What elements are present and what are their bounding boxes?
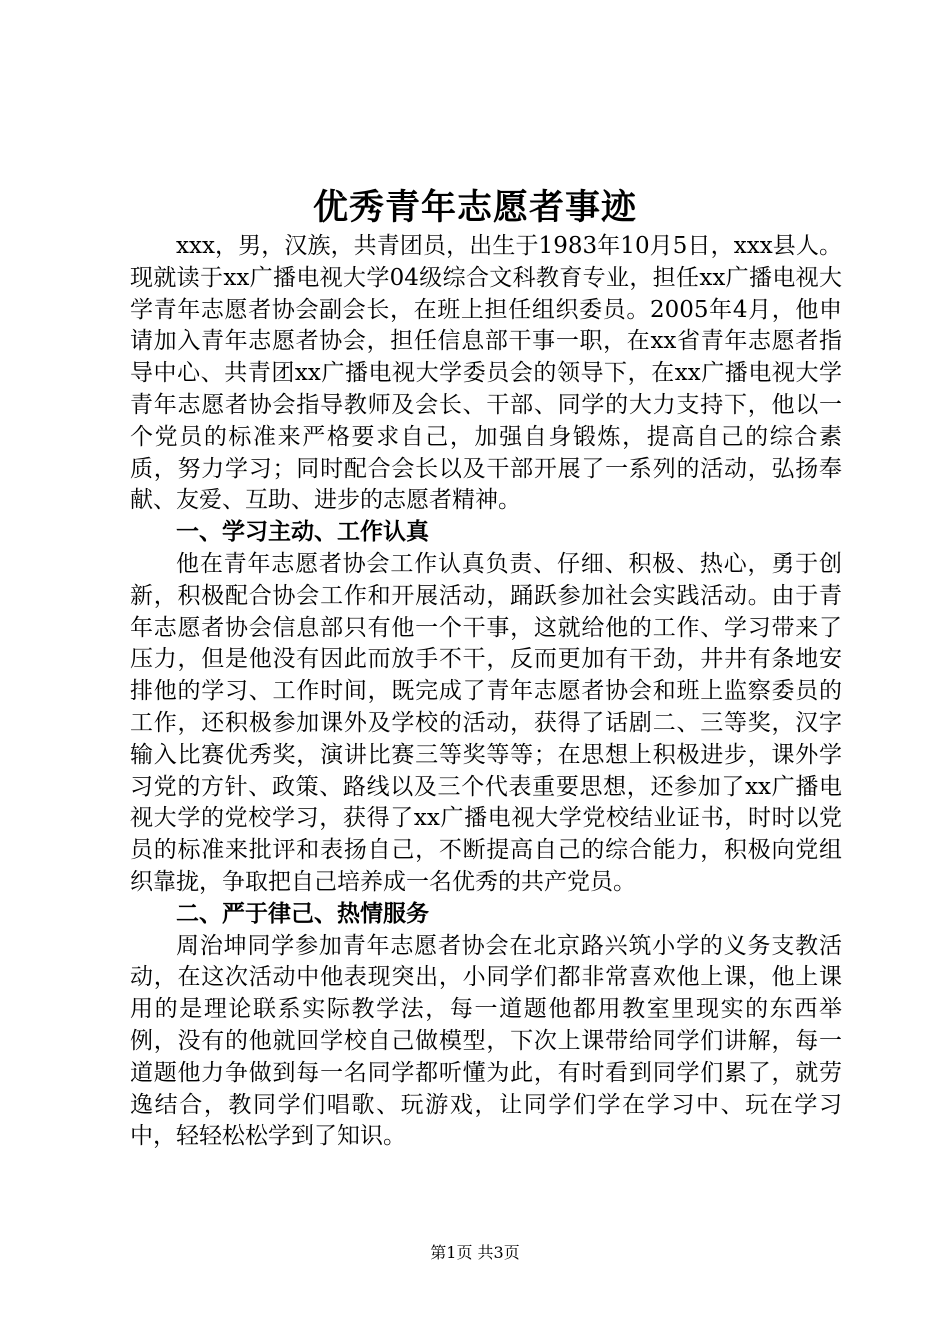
document-title: 优秀青年志愿者事迹 xyxy=(312,187,637,228)
section-paragraph-1: 他在青年志愿者协会工作认真负责、仔细、积极、热心，勇于创新，积极配合协会工作和开展活动，踊跃参加社会实践活动。由于青年志愿者协会信息部只有他一个干事，这就给他的工作、学习带来了压力，但是他没有因此而放手不干，反而更加有干劲，井井有条地安排他的学习、工作时间，既完成了青年志愿者协会和班上监察委员的工作，还积极参加课外及学校的活动，获得了话剧二、三等奖，汉字输入比赛优秀奖，演讲比赛三等奖等等；在思想上积极进步，课外学习党的方针、政策、路线以及三个代表重要思想，还参加了xx广播电视大学的党校学习，获得了xx广播电视大学党校结业证书，时时以党员的标准来批评和表扬自己，不断提高自己的综合能力，积极向党组织靠拢，争取把自己培养成一名优秀的共产党员。 xyxy=(130,550,842,895)
section-heading-1: 一、学习主动、工作认真 xyxy=(176,519,429,546)
page-footer: 第1页 共3页 xyxy=(430,1243,520,1262)
section-heading-2: 二、严于律己、热情服务 xyxy=(176,900,429,927)
document-body xyxy=(130,231,842,1153)
section-paragraph-2: 周治坤同学参加青年志愿者协会在北京路兴筑小学的义务支教活动，在这次活动中他表现突出，小同学们都非常喜欢他上课，他上课用的是理论联系实际教学法，每一道题他都用教室里现实的东西举例，没有的他就回学校自己做模型，下次上课带给同学们讲解，每一道题他力争做到每一名同学都听懂为此，有时看到同学们累了，就劳逸结合，教同学们唱歌、玩游戏，让同学们学在学习中、玩在学习中，轻轻松松学到了知识。 xyxy=(130,932,842,1150)
intro-paragraph: xxx，男，汉族，共青团员，出生于1983年10月5日，xxx县人。现就读于xx广播电视大学04级综合文科教育专业，担任xx广播电视大学青年志愿者协会副会长，在班上担任组织委员。2005年4月，他申请加入青年志愿者协会，担任信息部干事一职，在xx省青年志愿者指导中心、共青团xx广播电视大学委员会的领导下，在xx广播电视大学青年志愿者协会指导教师及会长、干部、同学的大力支持下，他以一个党员的标准来严格要求自己，加强自身锻炼，提高自己的综合素质，努力学习；同时配合会长以及干部开展了一系列的活动，弘扬奉献、友爱、互助、进步的志愿者精神。 xyxy=(130,233,842,514)
